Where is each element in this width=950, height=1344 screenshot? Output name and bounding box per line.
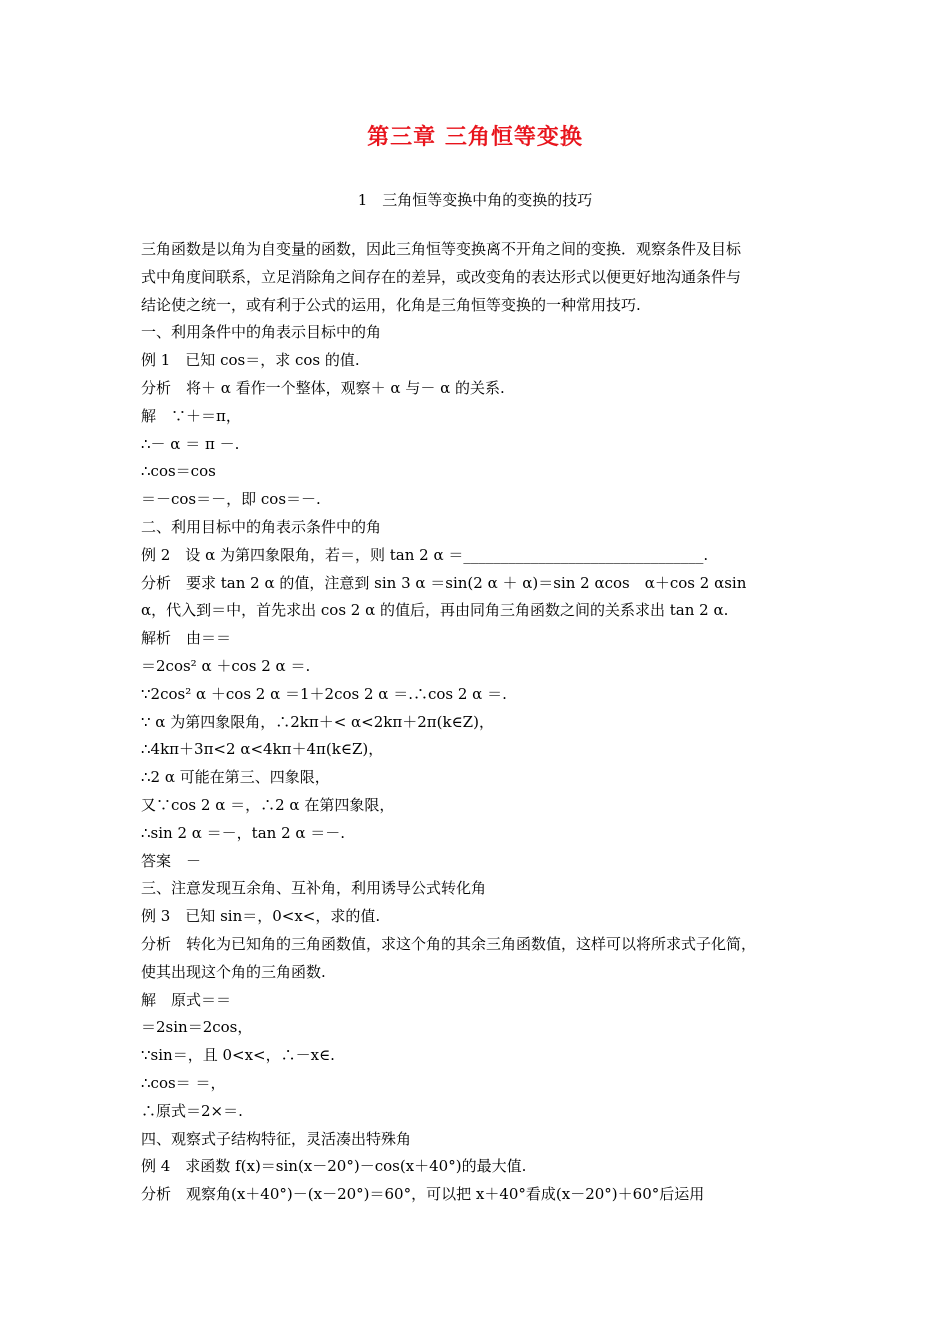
text-line: ∴cos＝cos bbox=[141, 462, 216, 481]
text-line: 例 3 已知 sin＝，0<x<，求的值. bbox=[141, 907, 381, 926]
text-line: 分析 将＋ α 看作一个整体，观察＋ α 与－ α 的关系. bbox=[141, 378, 505, 397]
text-line: 使其出现这个角的三角函数. bbox=[141, 962, 326, 981]
text-line: 解 原式＝＝ bbox=[141, 990, 232, 1009]
text-line: 例 1 已知 cos＝，求 cos 的值. bbox=[141, 351, 360, 370]
text-line: ＝2cos² α ＋cos 2 α ＝. bbox=[141, 656, 311, 675]
text-line: 分析 转化为已知角的三角函数值，求这个角的其余三角函数值，这样可以将所求式子化简， bbox=[141, 934, 757, 953]
text-line: 结论使之统一，或有利于公式的运用，化角是三角恒等变换的一种常用技巧. bbox=[141, 295, 641, 314]
text-line: 分析 观察角(x＋40°)－(x－20°)＝60°，可以把 x＋40°看成(x－20°)＋60°后运用 bbox=[141, 1185, 705, 1204]
subheading: 二、利用目标中的角表示条件中的角 bbox=[141, 517, 382, 536]
text-line: ∴原式＝2×＝. bbox=[141, 1101, 243, 1120]
text-line: 答案 － bbox=[141, 851, 202, 870]
subheading: 三、注意发现互余角、互补角，利用诱导公式转化角 bbox=[141, 879, 487, 898]
text-line: ∵2cos² α ＋cos 2 α ＝1＋2cos 2 α ＝.∴cos 2 α ＝. bbox=[141, 684, 507, 703]
text-line: ∵ α 为第四象限角，∴2kπ＋< α<2kπ＋2π(k∈Z)， bbox=[141, 712, 494, 731]
text-line: ∴4kπ＋3π<2 α<4kπ＋4π(k∈Z)， bbox=[141, 740, 384, 759]
text-line: 分析 要求 tan 2 α 的值，注意到 sin 3 α ＝sin(2 α ＋ α)＝sin 2 αcos α＋cos 2 αsin bbox=[141, 573, 747, 592]
text-line: ∵sin＝，且 0<x<，∴－x∈. bbox=[141, 1046, 335, 1065]
text-line: 例 2 设 α 为第四象限角，若＝，则 tan 2 α ＝________________________________. bbox=[141, 545, 709, 564]
text-line: ∴cos＝ ＝， bbox=[141, 1073, 226, 1092]
text-line: ∴sin 2 α ＝－，tan 2 α ＝－. bbox=[141, 823, 346, 842]
text-line: ＝－cos＝－，即 cos＝－. bbox=[141, 490, 321, 509]
text-line: α，代入到＝中，首先求出 cos 2 α 的值后，再由同角三角函数之间的关系求出 tan 2 α. bbox=[141, 601, 729, 620]
text-line: 解析 由＝＝ bbox=[141, 629, 232, 648]
text-line: 例 4 求函数 f(x)＝sin(x－20°)－cos(x＋40°)的最大值. bbox=[141, 1157, 527, 1176]
text-line: 三角函数是以角为自变量的函数，因此三角恒等变换离不开角之间的变换．观察条件及目标 bbox=[141, 240, 742, 258]
chapter-title: 第三章 三角恒等变换 bbox=[367, 124, 583, 150]
subheading: 一、利用条件中的角表示目标中的角 bbox=[141, 323, 382, 342]
text-line: 式中角度间联系，立足消除角之间存在的差异，或改变角的表达形式以便更好地沟通条件与 bbox=[141, 267, 742, 286]
body-text bbox=[141, 236, 823, 1209]
text-line: ∴2 α 可能在第三、四象限， bbox=[141, 768, 330, 787]
text-line: 又∵cos 2 α ＝，∴2 α 在第四象限， bbox=[141, 795, 395, 814]
subheading: 四、观察式子结构特征，灵活凑出特殊角 bbox=[141, 1129, 412, 1148]
text-line: ＝2sin＝2cos， bbox=[141, 1018, 253, 1037]
text-line: 解 ∵＋＝π， bbox=[141, 406, 241, 425]
text-line: ∴－ α ＝ π －. bbox=[141, 434, 240, 453]
section-title: 1 三角恒等变换中角的变换的技巧 bbox=[357, 191, 593, 209]
